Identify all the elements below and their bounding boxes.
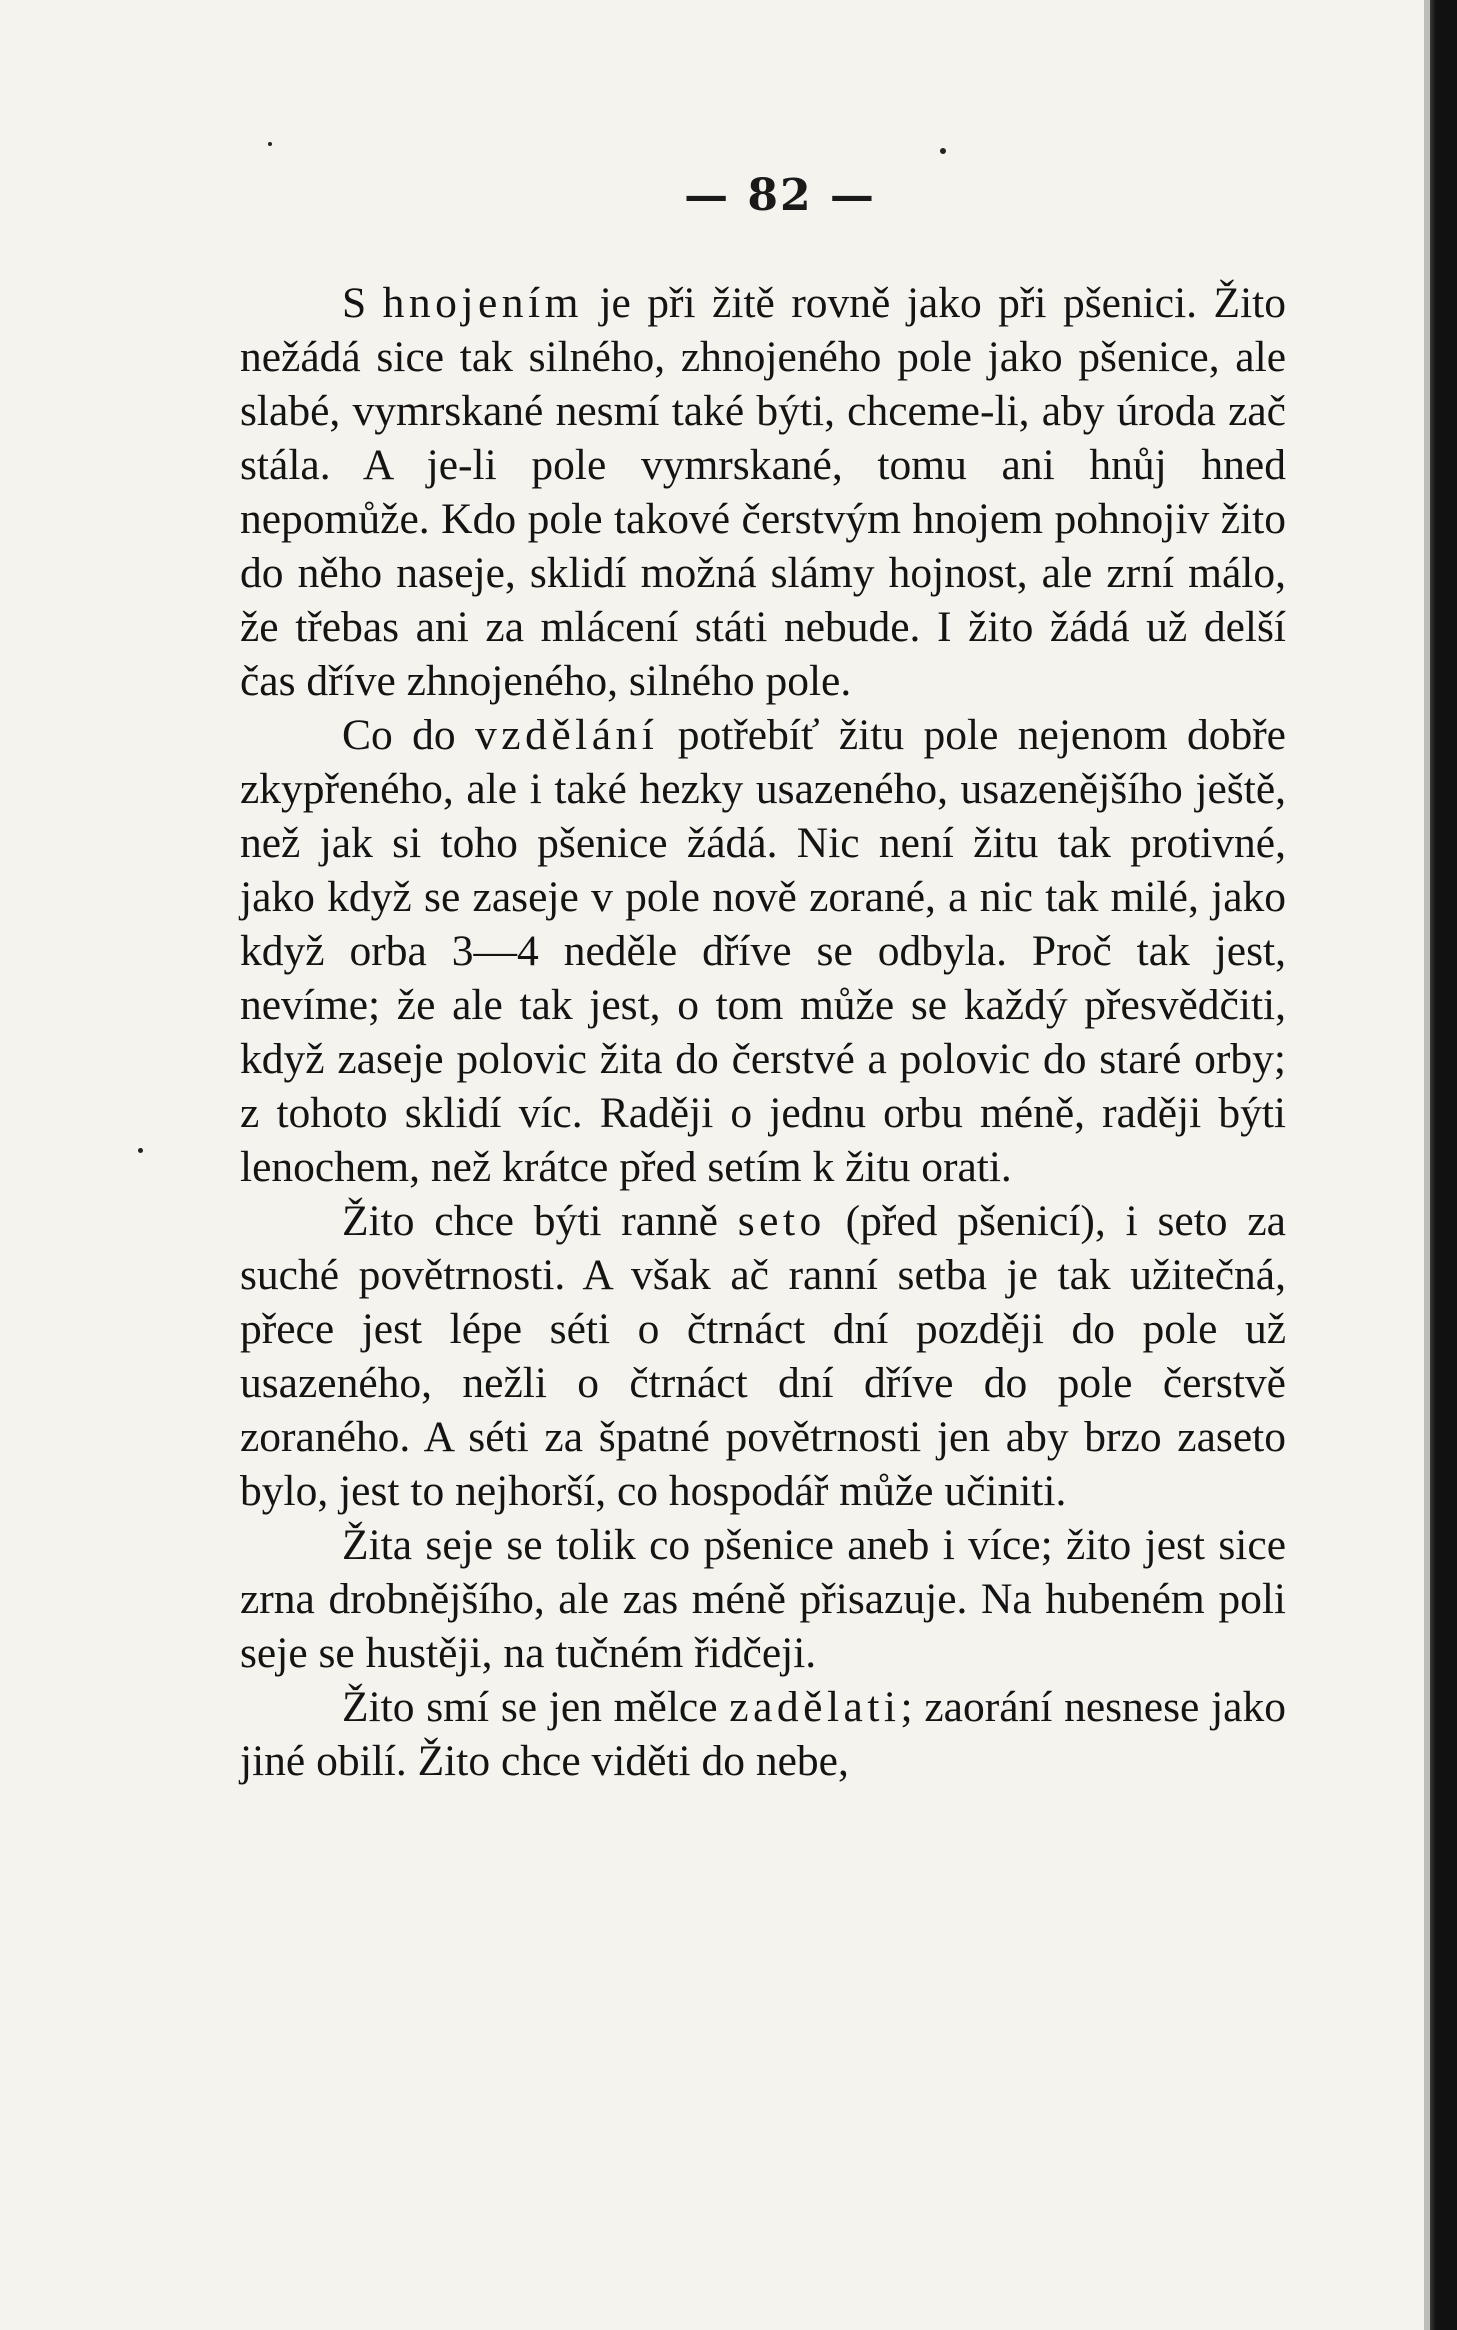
paragraph-text: ; zaorání nesnese jako jiné obilí. Žito chce viděti do nebe, [240,1683,1286,1785]
ink-speck [940,148,946,154]
body-text [240,276,1286,1788]
spaced-keyword: seto [737,1197,826,1245]
ink-speck [268,142,272,146]
paragraph-text: potřebíť žitu pole nejenom dobře zkypřeného, ale i také hezky usazeného, usazenějšího ještě, než jak si toho pšenice žádá. Nic není žitu tak protivné, jako když se zaseje v pole nově zorané, a nic tak milé, jako když orba 3—4 neděle dříve se odbyla. Proč tak jest, nevíme; že ale tak jest, o tom může se každý přesvědčiti, když zaseje polovic žita do čerstvé a polovic do staré orby; z tohoto sklidí víc. Raději o jednu orbu méně, raději býti lenochem, než krátce před setím k žitu orati. [240,711,1286,1191]
page-number: — 82 — [684,170,876,221]
paragraph-text: Žita seje se tolik co pšenice aneb i více; žito jest sice zrna drobnějšího, ale zas méně přisazuje. Na hubeném poli seje se hustěji, na tučném řidčeji. [240,1521,1286,1677]
paragraph-lead: Co do [342,711,476,759]
spaced-keyword: zadělati [729,1683,901,1731]
paragraph-covering [240,1680,1286,1788]
spaced-keyword: hnojením [382,279,583,327]
paragraph-sowing-time [240,1194,1286,1518]
paragraph-fertilizing [240,276,1286,708]
paragraph-text: (před pšenicí), i seto za suché povětrnosti. A však ač ranní setba je tak užitečná, přece jest lépe séti o čtrnáct dní později do pole už usazeného, nežli o čtrnáct dní dříve do pole čerstvě zoraného. A séti za špatné povětrnosti jen aby brzo zaseto bylo, jest to nejhorší, co hospodář může učiniti. [240,1197,1286,1515]
paragraph-sowing-amount [240,1518,1286,1680]
paragraph-lead: Žito chce býti ranně [342,1197,738,1245]
book-binding-edge [1430,0,1457,2330]
paragraph-lead: S [342,279,383,327]
paragraph-lead: Žito smí se jen mělce [342,1683,730,1731]
ink-speck [138,1148,143,1153]
spaced-keyword: vzdělání [475,711,659,759]
paragraph-text: je při žitě rovně jako při pšenici. Žito nežádá sice tak silného, zhnojeného pole jako pšenice, ale slabé, vymrskané nesmí také býti, chceme-li, aby úroda zač stála. A je-li pole vymrskané, tomu ani hnůj hned nepomůže. Kdo pole takové čerstvým hnojem pohnojiv žito do něho naseje, sklidí možná slámy hojnost, ale zrní málo, že třebas ani za mlácení státi nebude. I žito žádá už delší čas dříve zhnojeného, silného pole. [240,279,1286,705]
paragraph-cultivation [240,708,1286,1194]
